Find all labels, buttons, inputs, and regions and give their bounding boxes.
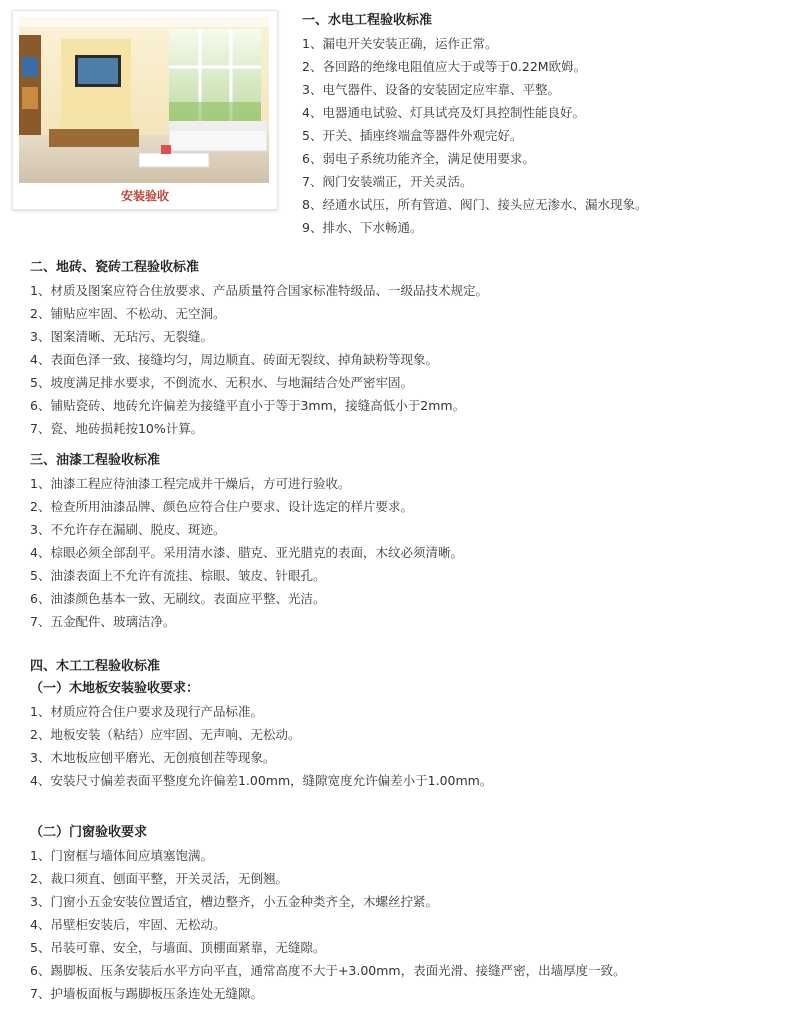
photo-card: [12, 10, 278, 210]
list-item: 6、铺贴瓷砖、地砖允许偏差为接缝平直小于等于3mm，接缝高低小于2mm。: [30, 398, 466, 413]
list-item: 3、门窗小五金安装位置适宜，槽边整齐，小五金种类齐全，木螺丝拧紧。: [30, 894, 438, 909]
section-title: 二、地砖、瓷砖工程验收标准: [30, 260, 200, 275]
list-item: 5、开关、插座终端盒等器件外观完好。: [302, 128, 523, 143]
living-room-illustration: [19, 17, 269, 183]
section-woodwork: [30, 656, 780, 792]
list-item: 6、踢脚板、压条安装后水平方向平直，通常高度不大于+3.00mm，表面光滑、接缝严密，出墙厚度一致。: [30, 963, 626, 978]
list-item: 3、电气器件、设备的安装固定应牢靠、平整。: [302, 82, 560, 97]
list-item: 1、油漆工程应待油漆工程完成并干燥后，方可进行验收。: [30, 476, 351, 491]
living-room-photo: [19, 17, 269, 183]
subsection-title: （二）门窗验收要求: [30, 825, 148, 840]
section-title: 一、水电工程验收标准: [302, 13, 433, 28]
list-item: 7、阀门安装端正，开关灵活。: [302, 174, 473, 189]
list-item: 2、地板安装（粘结）应牢固、无声响、无松动。: [30, 727, 301, 742]
criteria-list: [30, 700, 780, 792]
subsection-doors-windows: [30, 822, 780, 1005]
list-item: 2、各回路的绝缘电阻值应大于或等于0.22M欧姆。: [302, 59, 587, 74]
list-item: 4、棕眼必须全部刮平。采用清水漆、腊克、亚光腊克的表面，木纹必须清晰。: [30, 545, 463, 560]
list-item: 3、图案清晰、无玷污、无裂缝。: [30, 329, 213, 344]
list-item: 7、五金配件、玻璃洁净。: [30, 614, 176, 629]
section-painting: [30, 450, 780, 633]
list-item: 5、油漆表面上不允许有流挂、棕眼、皱皮、针眼孔。: [30, 568, 326, 583]
list-item: 4、电器通电试验、灯具试亮及灯具控制性能良好。: [302, 105, 585, 120]
list-item: 9、排水、下水畅通。: [302, 220, 423, 235]
list-item: 4、表面色泽一致、接缝均匀，周边顺直、砖面无裂纹、掉角缺粉等现象。: [30, 352, 438, 367]
list-item: 2、铺贴应牢固、不松动、无空洞。: [30, 306, 226, 321]
criteria-list: [30, 279, 780, 440]
list-item: 1、门窗框与墙体间应填塞饱满。: [30, 848, 213, 863]
section-electrical-plumbing: [302, 10, 782, 239]
section-tiles: [30, 257, 780, 440]
list-item: 2、检查所用油漆品牌、颜色应符合住户要求、设计选定的样片要求。: [30, 499, 413, 514]
list-item: 1、漏电开关安装正确，运作正常。: [302, 36, 498, 51]
criteria-list: [30, 472, 780, 633]
list-item: 5、吊装可靠、安全，与墙面、顶棚面紧靠，无缝隙。: [30, 940, 326, 955]
list-item: 5、坡度满足排水要求，不倒流水、无积水、与地漏结合处严密牢固。: [30, 375, 413, 390]
list-item: 3、不允许存在漏刷、脱皮、斑迹。: [30, 522, 226, 537]
list-item: 1、材质应符合住户要求及现行产品标准。: [30, 704, 263, 719]
photo-caption: 安装验收: [120, 189, 169, 203]
section-title: 四、木工工程验收标准: [30, 659, 161, 674]
list-item: 4、吊壁柜安装后，牢固、无松动。: [30, 917, 226, 932]
list-item: 6、油漆颜色基本一致、无刷纹。表面应平整、光洁。: [30, 591, 326, 606]
subsection-title: （一）木地板安装验收要求：: [30, 681, 200, 696]
list-item: 7、瓷、地砖损耗按10%计算。: [30, 421, 204, 436]
list-item: 4、安装尺寸偏差表面平整度允许偏差1.00mm，缝隙宽度允许偏差小于1.00mm。: [30, 773, 493, 788]
list-item: 1、材质及图案应符合住放要求、产品质量符合国家标准特级品、一级品技术规定。: [30, 283, 488, 298]
list-item: 3、木地板应刨平磨光、无创痕刨茬等现象。: [30, 750, 276, 765]
criteria-list: [30, 844, 780, 1005]
list-item: 7、护墙板面板与踢脚板压条连处无缝隙。: [30, 986, 263, 1001]
section-title: 三、油漆工程验收标准: [30, 453, 161, 468]
subsection-wood-floor: [30, 678, 780, 792]
list-item: 2、裁口须直、刨面平整，开关灵活，无倒翘。: [30, 871, 288, 886]
list-item: 6、弱电子系统功能齐全，满足使用要求。: [302, 151, 535, 166]
list-item: 8、经通水试压，所有管道、阀门、接头应无渗水、漏水现象。: [302, 197, 648, 212]
criteria-list: [302, 32, 782, 239]
